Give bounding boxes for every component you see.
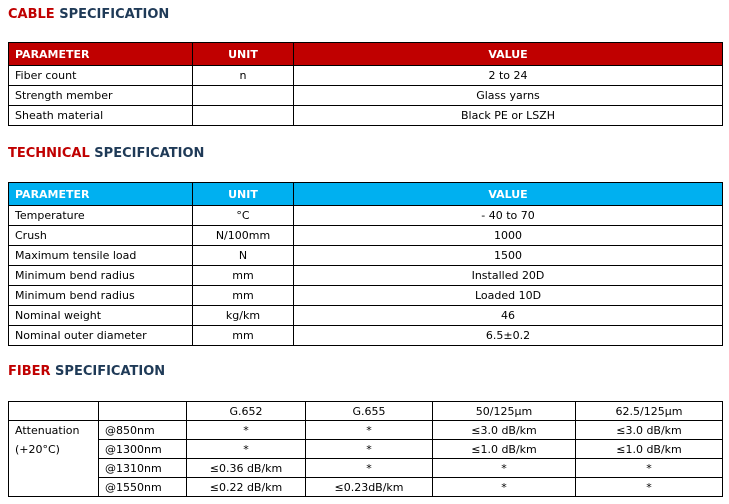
cable-heading-accent: CABLE xyxy=(8,7,55,22)
cell-value: Installed 20D xyxy=(294,266,723,286)
cell-parameter: Minimum bend radius xyxy=(9,266,193,286)
empty-cell xyxy=(99,402,187,421)
cell-unit: N xyxy=(193,246,294,266)
cell-wavelength: @1550nm xyxy=(99,478,187,497)
cell-unit: mm xyxy=(193,266,294,286)
cell-62-5-125: * xyxy=(576,478,723,497)
cell-parameter: Fiber count xyxy=(9,66,193,86)
cell-unit: N/100mm xyxy=(193,226,294,246)
cell-62-5-125: * xyxy=(576,459,723,478)
table-row xyxy=(9,478,723,497)
cell-parameter: Strength member xyxy=(9,86,193,106)
cell-g655: * xyxy=(306,421,433,440)
header-unit: UNIT xyxy=(193,183,294,206)
cell-unit xyxy=(193,86,294,106)
cell-62-5-125: ≤1.0 dB/km xyxy=(576,440,723,459)
col-62-5-125: 62.5/125µm xyxy=(576,402,723,421)
table-row xyxy=(9,459,723,478)
cell-g655: ≤0.23dB/km xyxy=(306,478,433,497)
cell-value: 46 xyxy=(294,306,723,326)
cell-50-125: ≤3.0 dB/km xyxy=(433,421,576,440)
fiber-header-row xyxy=(9,402,723,421)
cable-spec-table xyxy=(8,42,723,126)
cell-g652: ≤0.22 dB/km xyxy=(187,478,306,497)
table-row xyxy=(9,246,723,266)
attenuation-label: Attenuation xyxy=(9,421,99,440)
fiber-spec-table xyxy=(8,401,723,497)
cell-value: Loaded 10D xyxy=(294,286,723,306)
cell-g655: * xyxy=(306,440,433,459)
cell-value: - 40 to 70 xyxy=(294,206,723,226)
table-row xyxy=(9,286,723,306)
cell-value: 2 to 24 xyxy=(294,66,723,86)
cell-unit: n xyxy=(193,66,294,86)
table-row xyxy=(9,326,723,346)
cell-value: 6.5±0.2 xyxy=(294,326,723,346)
cell-g652: * xyxy=(187,440,306,459)
cell-50-125: * xyxy=(433,459,576,478)
col-50-125: 50/125µm xyxy=(433,402,576,421)
cell-unit: mm xyxy=(193,326,294,346)
cell-unit xyxy=(193,106,294,126)
cell-50-125: * xyxy=(433,478,576,497)
empty-cell xyxy=(9,459,99,478)
header-value: VALUE xyxy=(294,43,723,66)
table-row xyxy=(9,266,723,286)
header-value: VALUE xyxy=(294,183,723,206)
cell-parameter: Crush xyxy=(9,226,193,246)
cell-wavelength: @850nm xyxy=(99,421,187,440)
cell-parameter: Nominal outer diameter xyxy=(9,326,193,346)
cell-g652: * xyxy=(187,421,306,440)
cell-value: Glass yarns xyxy=(294,86,723,106)
temperature-label: (+20°C) xyxy=(9,440,99,459)
table-row xyxy=(9,106,723,126)
header-parameter: PARAMETER xyxy=(9,43,193,66)
cell-g652: ≤0.36 dB/km xyxy=(187,459,306,478)
table-header-row xyxy=(9,43,723,66)
technical-spec-heading xyxy=(8,146,204,161)
table-row xyxy=(9,66,723,86)
header-parameter: PARAMETER xyxy=(9,183,193,206)
technical-heading-accent: TECHNICAL xyxy=(8,146,90,161)
cell-parameter: Nominal weight xyxy=(9,306,193,326)
cell-wavelength: @1300nm xyxy=(99,440,187,459)
cell-50-125: ≤1.0 dB/km xyxy=(433,440,576,459)
cell-wavelength: @1310nm xyxy=(99,459,187,478)
technical-heading-rest: SPECIFICATION xyxy=(89,146,205,161)
cell-value: 1500 xyxy=(294,246,723,266)
header-unit: UNIT xyxy=(193,43,294,66)
cell-value: 1000 xyxy=(294,226,723,246)
empty-cell xyxy=(9,478,99,497)
table-row xyxy=(9,306,723,326)
cell-parameter: Sheath material xyxy=(9,106,193,126)
cell-g655: * xyxy=(306,459,433,478)
table-row xyxy=(9,226,723,246)
cell-62-5-125: ≤3.0 dB/km xyxy=(576,421,723,440)
table-row xyxy=(9,206,723,226)
table-row xyxy=(9,440,723,459)
cell-parameter: Temperature xyxy=(9,206,193,226)
technical-spec-table xyxy=(8,182,723,346)
table-row xyxy=(9,421,723,440)
empty-cell xyxy=(9,402,99,421)
table-row xyxy=(9,86,723,106)
cell-parameter: Minimum bend radius xyxy=(9,286,193,306)
cable-heading-rest: SPECIFICATION xyxy=(54,7,170,22)
cell-unit: kg/km xyxy=(193,306,294,326)
fiber-heading-accent: FIBER xyxy=(8,364,51,379)
col-g655: G.655 xyxy=(306,402,433,421)
fiber-heading-rest: SPECIFICATION xyxy=(50,364,166,379)
cable-spec-heading xyxy=(8,7,169,22)
cell-parameter: Maximum tensile load xyxy=(9,246,193,266)
cell-unit: mm xyxy=(193,286,294,306)
cell-unit: °C xyxy=(193,206,294,226)
table-header-row xyxy=(9,183,723,206)
fiber-spec-heading xyxy=(8,364,165,379)
col-g652: G.652 xyxy=(187,402,306,421)
cell-value: Black PE or LSZH xyxy=(294,106,723,126)
